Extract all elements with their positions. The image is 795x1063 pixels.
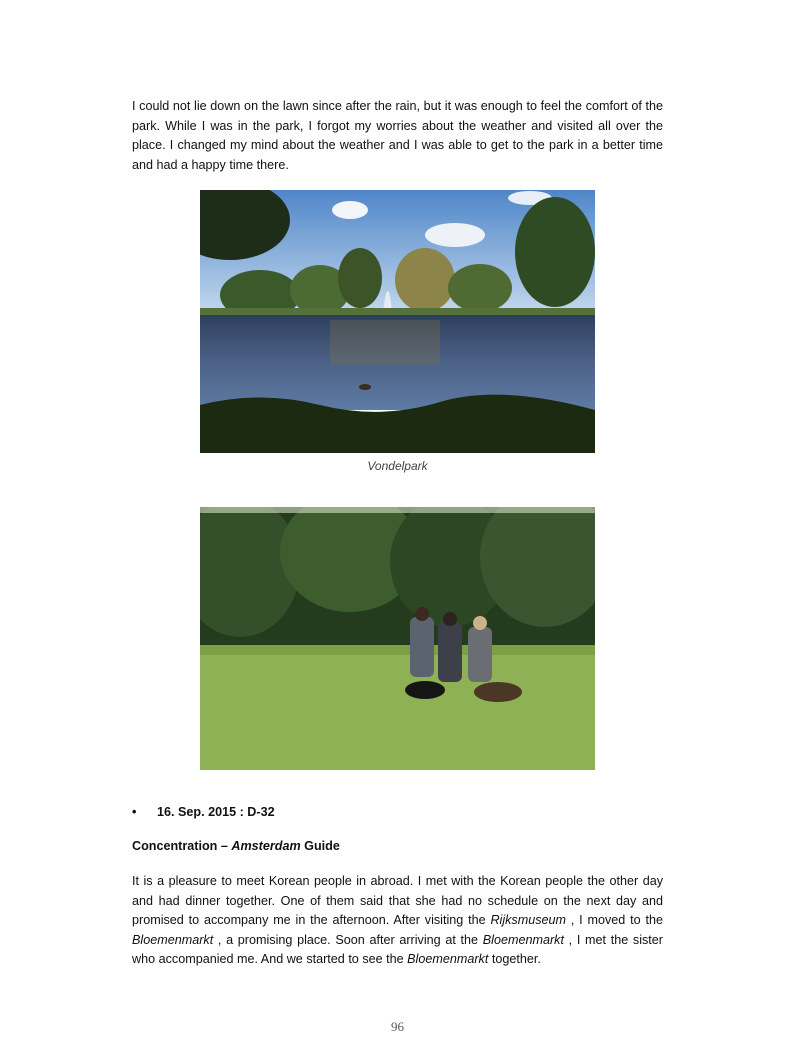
bullet-marker: • <box>132 805 137 819</box>
section-title-end: Guide <box>300 839 340 853</box>
park-lawn-dogs-photo <box>200 507 595 770</box>
vondelpark-pond-photo <box>200 190 595 453</box>
section-title-emphasis: Amsterdam <box>231 839 301 853</box>
section-title-start: Concentration – <box>132 839 232 853</box>
paragraph-korean-meeting: It is a pleasure to meet Korean people in abroad. I met with the Korean people the other day and had dinner together. One of them said that she had no schedule on the next day and promised to accompany me in the afternoon. After visiting the Rijksmuseum , I moved to the Bloemenmarkt , a promising place. Soon after arriving at the Bloemenmarkt , I met the sister who accompanied me. And we started to see the Bloemenmarkt together. <box>132 874 663 966</box>
vondelpark-caption: Vondelpark <box>367 459 428 473</box>
date-heading: 16. Sep. 2015 : D-32 <box>157 805 275 819</box>
paragraph-park-comfort: I could not lie down on the lawn since after the rain, but it was enough to feel the comfort of the park. While I was in the park, I forgot my worries about the weather and visited all over the place. I changed my mind about the weather and I was able to get to the park in a better time and had a happy time there. <box>132 99 663 172</box>
section-title <box>132 839 340 853</box>
page-number: 96 <box>391 1019 404 1034</box>
